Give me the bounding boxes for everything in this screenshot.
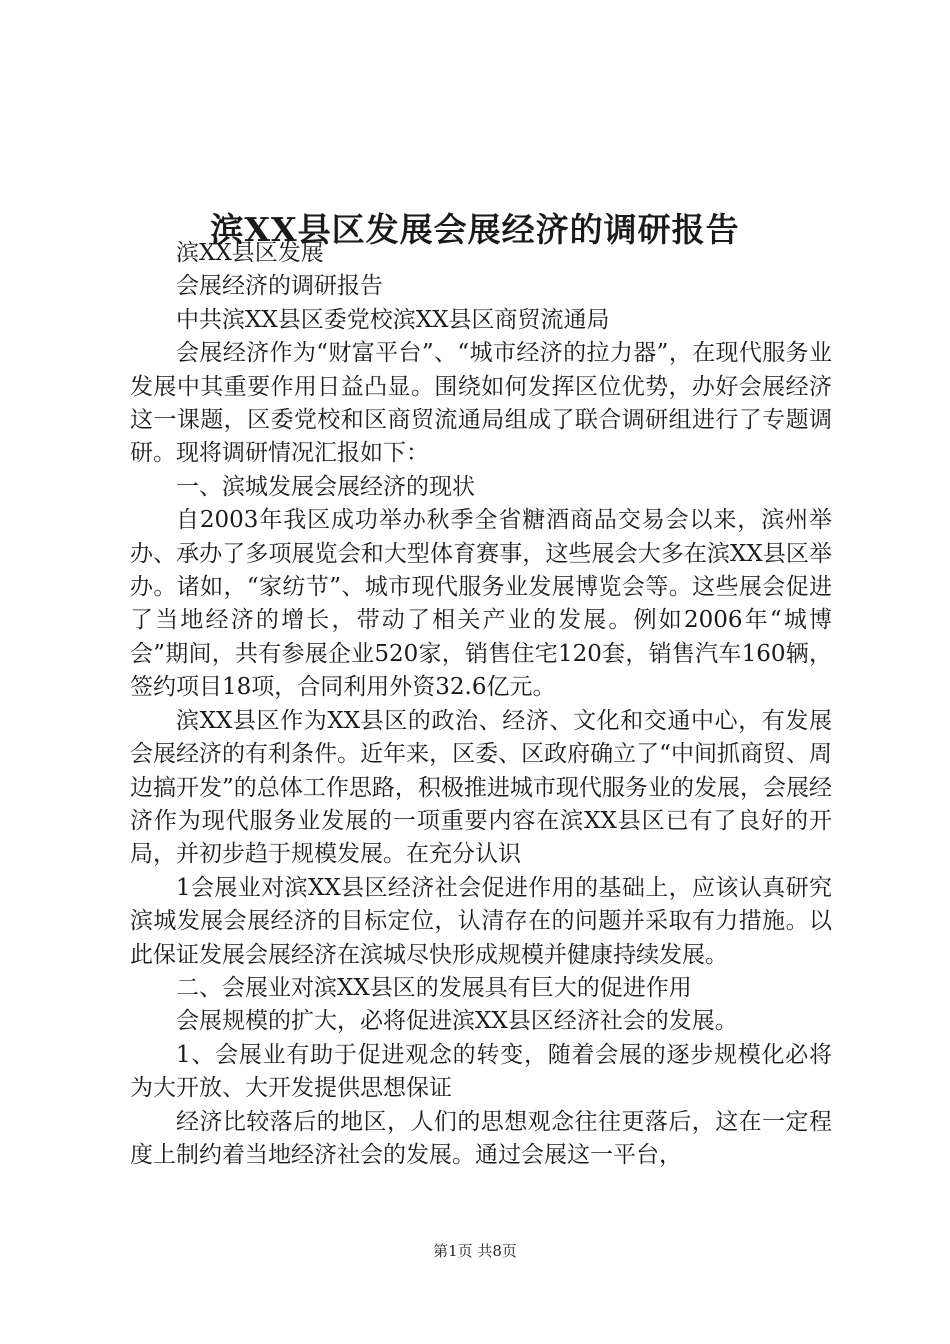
paragraph-scale-expansion: 会展规模的扩大，必将促进滨XX县区经济社会的发展。 [176,1008,738,1035]
document-title: 滨XX县区发展会展经济的调研报告 [210,210,740,250]
paragraph-subtitle-line-1: 滨XX县区发展 [176,240,324,266]
paragraph-intro: 会展经济作为“财富平台”、“城市经济的拉力器”，在现代服务业发展中其重要作用日益凸显。围绕如何发挥区位优势，办好会展经济这一课题，区委党校和区商贸流通局组成了联合调研组进行了专题调研。现将调研情况汇报如下： [130,340,832,467]
paragraph-subtitle-line-2: 会展经济的调研报告 [176,273,383,300]
paragraph-current-status: 自2003年我区成功举办秋季全省糖酒商品交易会以来，滨州举办、承办了多项展览会和大型体育赛事，这些展会大多在滨XX县区举办。诸如，“家纺节”、城市现代服务业发展博览会等。这些展会促进了当地经济的增长，带动了相关产业的发展。例如2006年“城博会”期间，共有参展企业520家，销售住宅120套，销售汽车160辆，签约项目18项，合同利用外资32.6亿元。 [130,507,832,701]
section-heading-1: 一、滨城发展会展经济的现状 [176,473,475,500]
paragraph-favorable-conditions: 滨XX县区作为XX县区的政治、经济、文化和交通中心，有发展会展经济的有利条件。近年来，区委、区政府确立了“中间抓商贸、周边搞开发”的总体工作思路，积极推进城市现代服务业的发展，会展经济作为现代服务业发展的一项重要内容在滨XX县区已有了良好的开局，并初步趋于规模发展。在充分认识 [130,707,832,868]
paragraph-goal-positioning: 1会展业对滨XX县区经济社会促进作用的基础上，应该认真研究滨城发展会展经济的目标定位，认清存在的问题并采取有力措施。以此保证发展会展经济在滨城尽快形成规模并健康持续发展。 [130,874,832,968]
document-body [130,237,832,1172]
paragraph-authors: 中共滨XX县区委党校滨XX县区商贸流通局 [176,306,610,333]
paragraph-concept-change: 经济比较落后的地区，人们的思想观念往往更落后，这在一定程度上制约着当地经济社会的发展。通过会展这一平台， [130,1108,832,1168]
subsection-heading-1: 1、会展业有助于促进观念的转变，随着会展的逐步规模化必将为大开放、大开发提供思想保证 [130,1041,832,1102]
page-footer: 第1页 共8页 [433,1242,517,1260]
section-heading-2: 二、会展业对滨XX县区的发展具有巨大的促进作用 [176,974,692,1001]
